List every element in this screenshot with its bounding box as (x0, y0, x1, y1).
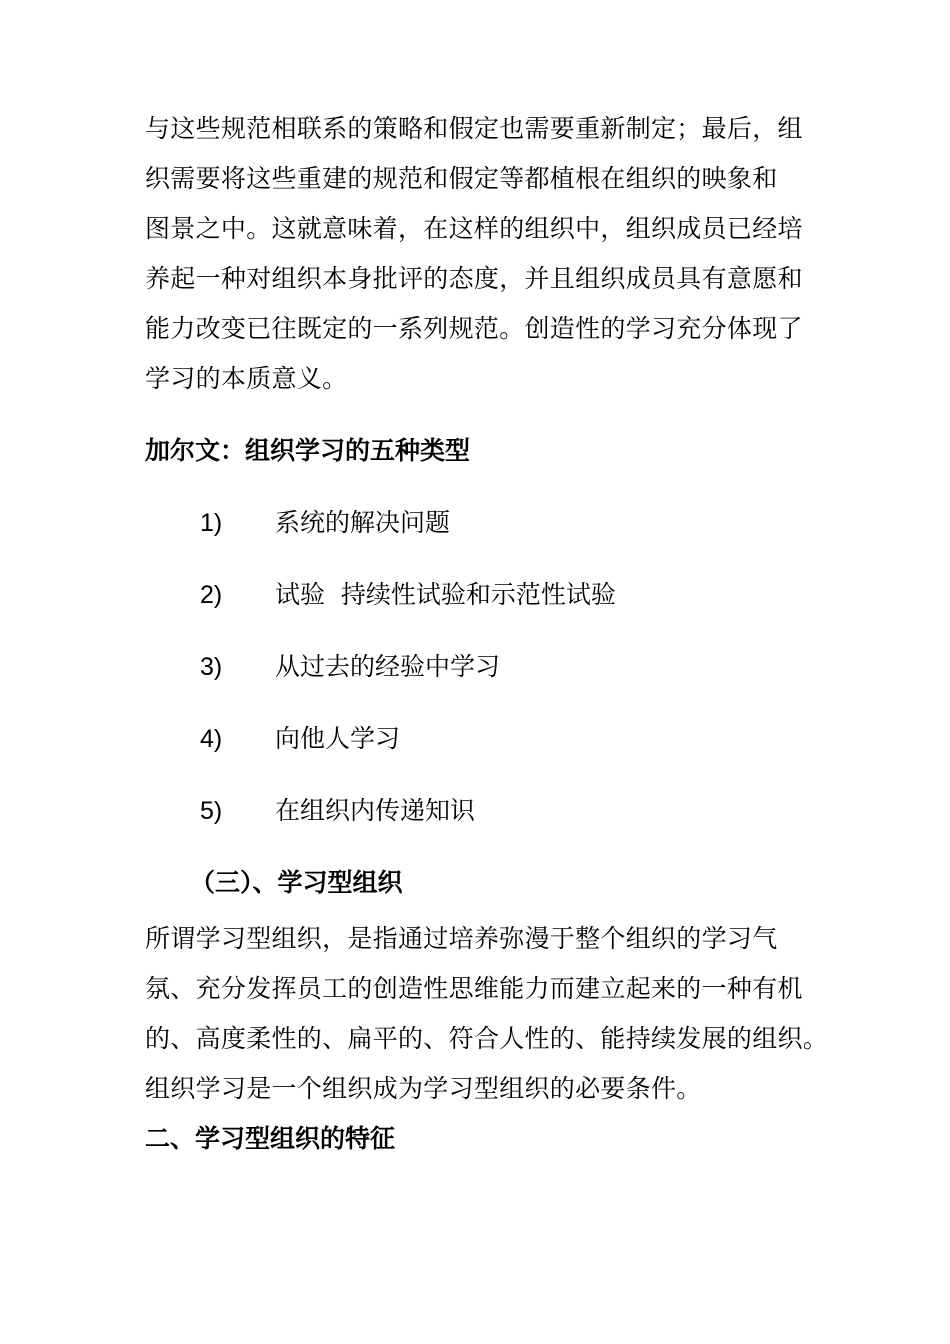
list-text: 向他人学习 (275, 724, 401, 753)
list-text: 试验 持续性试验和示范性试验 (275, 580, 616, 609)
paragraph-line: 养起一种对组织本身批评的态度，并且组织成员具有意愿和 (145, 264, 803, 293)
list-number: 2) (200, 581, 223, 609)
list-item (200, 575, 616, 615)
garvin-heading: 加尔文：组织学习的五种类型 (145, 436, 471, 465)
section-two-heading: 二、学习型组织的特征 (145, 1124, 396, 1153)
list-item (200, 791, 475, 831)
list-item (200, 503, 450, 543)
paragraph-line: 图景之中。这就意味着，在这样的组织中，组织成员已经培 (145, 214, 803, 243)
list-number: 3) (200, 653, 223, 681)
list-number: 4) (200, 725, 223, 753)
paragraph-line: 织需要将这些重建的规范和假定等都植根在组织的映象和 (145, 164, 778, 193)
paragraph-line: 能力改变已往既定的一系列规范。创造性的学习充分体现了 (145, 314, 803, 343)
intro-paragraph (145, 104, 815, 404)
list-text: 从过去的经验中学习 (275, 652, 501, 681)
paragraph-line: 与这些规范相联系的策略和假定也需要重新制定；最后，组 (145, 114, 803, 143)
list-text: 在组织内传递知识 (275, 796, 476, 825)
list-number: 5) (200, 797, 223, 825)
paragraph-line: 的、高度柔性的、扁平的、符合人性的、能持续发展的组织。 (145, 1024, 829, 1053)
paragraph-line: 氛、充分发挥员工的创造性思维能力而建立起来的一种有机 (145, 974, 803, 1003)
paragraph-line: 组织学习是一个组织成为学习型组织的必要条件。 (145, 1074, 702, 1103)
list-item (200, 647, 500, 687)
paragraph-line: 所谓学习型组织，是指通过培养弥漫于整个组织的学习气 (145, 924, 778, 953)
list-number: 1) (200, 509, 223, 537)
list-text: 系统的解决问题 (275, 508, 451, 537)
list-item (200, 719, 400, 759)
definition-paragraph (145, 914, 829, 1114)
paragraph-line: 学习的本质意义。 (145, 364, 348, 393)
section-three-heading: （三）、学习型组织 (190, 868, 403, 897)
